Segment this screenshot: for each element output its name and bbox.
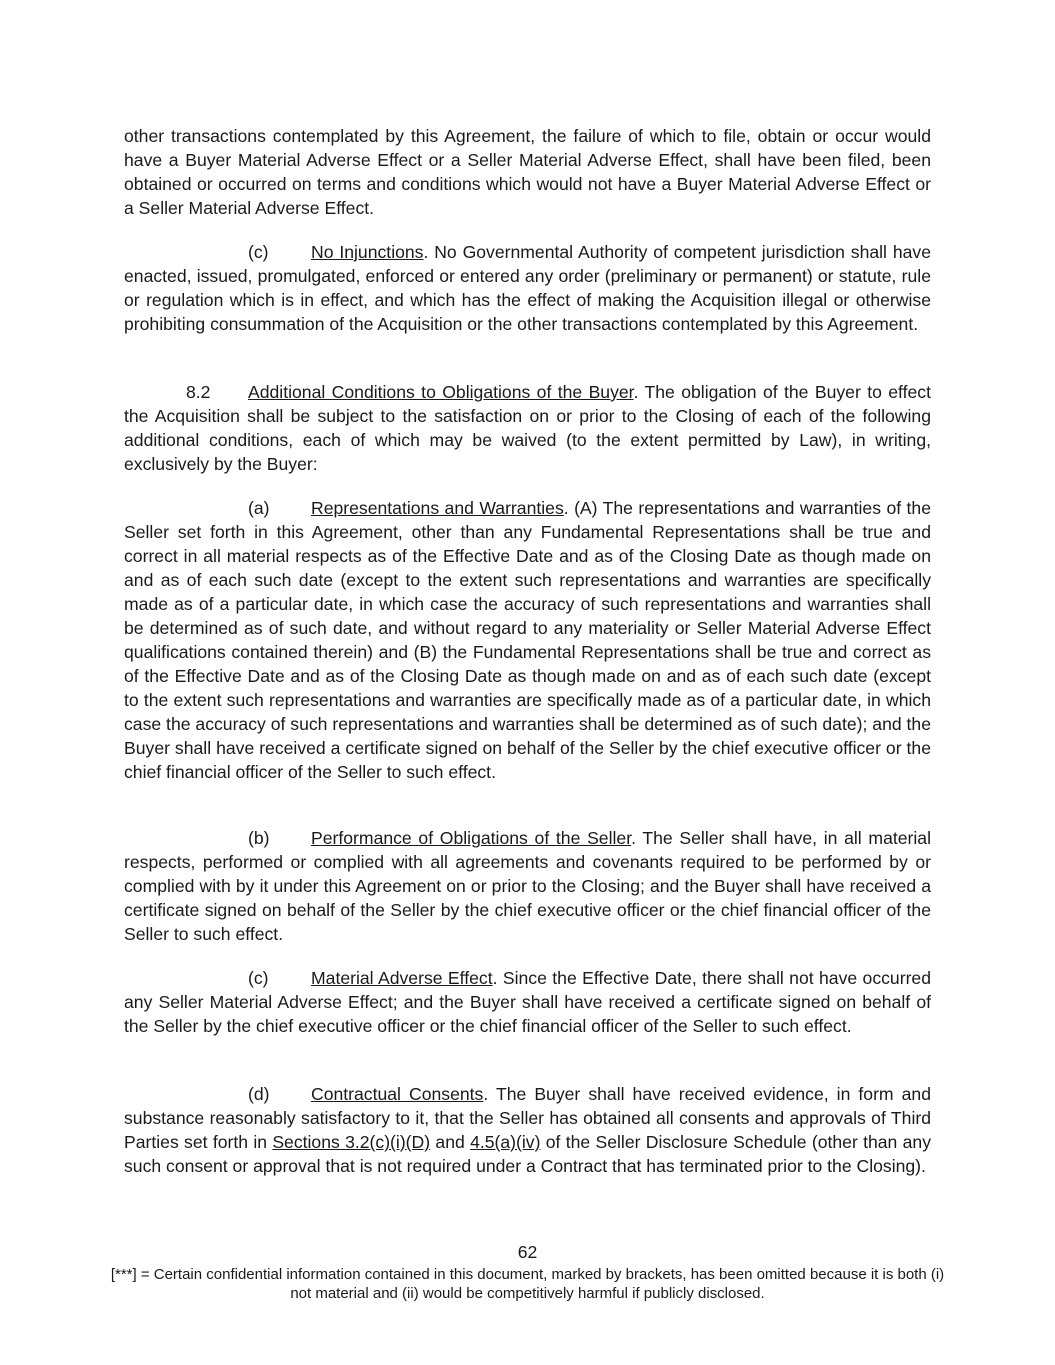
- clause-label: (c): [248, 968, 269, 988]
- clause-text: and: [430, 1132, 471, 1152]
- clause-text: of the Seller Disclosure Schedule (other than any such consent or approval that is not required under a Contract that has terminated prior to the Closing).: [124, 1132, 932, 1176]
- clause-heading: Representations and Warranties: [311, 498, 564, 518]
- section-8-2: [124, 380, 931, 476]
- clause-heading: Performance of Obligations of the Seller: [311, 828, 632, 848]
- page-number: 62: [517, 1242, 538, 1262]
- clause-label: (a): [248, 498, 270, 518]
- clause-text: . The Buyer shall have received evidence, in form and substance reasonably satisfactory to it, that the Seller has obtained all consents and approvals of Third Parties set forth in: [124, 1084, 931, 1152]
- clause-label: (c): [248, 242, 269, 262]
- section-reference-link: Sections 3.2(c)(i)(D): [272, 1132, 431, 1152]
- clause-label: (b): [248, 828, 270, 848]
- clause-d-contractual-consents: [124, 1082, 931, 1178]
- confidentiality-note: [***] = Certain confidential information contained in this document, marked by brackets, has been omitted because it is both (i) not material and (ii) would be competitively harmful if publicly disclosed.: [110, 1266, 945, 1302]
- clause-text: . No Governmental Authority of competent jurisdiction shall have enacted, issued, promulgated, enforced or entered any order (preliminary or permanent) or statute, rule or regulation which is in effect, and which has the effect of making the Acquisition illegal or otherwise prohibiting consummation of the Acquisition or the other transactions contemplated by this Agreement.: [124, 242, 931, 334]
- clause-text: . (A) The representations and warranties of the Seller set forth in this Agreement, other than any Fundamental Representations shall be true and correct in all material respects as of the Effective Date and as of the Closing Date as though made on and as of each such date (except to the extent such representations and warranties are specifically made as of a particular date, in which case the accuracy of such representations and warranties shall be determined as of such date, and without regard to any materiality or Seller Material Adverse Effect qualifications contained therein) and (B) the Fundamental Representations shall be true and correct as of the Effective Date and as of the Closing Date as though made on and as of each such date (except to the extent such representations and warranties are specifically made as of a particular date, in which case the accuracy of such representations and warranties shall be determined as of such date); and the Buyer shall have received a certificate signed on behalf of the Seller by the chief executive officer or the chief financial officer of the Seller to such effect.: [124, 498, 932, 782]
- continuation-paragraph: [124, 124, 931, 220]
- clause-text: . The Seller shall have, in all material respects, performed or complied with all agreements and covenants required to be performed by or complied with by it under this Agreement on or prior to the Closing; and the Buyer shall have received a certificate signed on behalf of the Seller by the chief executive officer or the chief financial officer of the Seller to such effect.: [124, 828, 931, 944]
- section-heading: Additional Conditions to Obligations of the Buyer: [248, 382, 634, 402]
- clause-a-representations: [124, 496, 931, 784]
- clause-heading: No Injunctions: [311, 242, 424, 262]
- clause-label: (d): [248, 1084, 270, 1104]
- clause-heading: Contractual Consents: [311, 1084, 484, 1104]
- clause-text: . Since the Effective Date, there shall not have occurred any Seller Material Adverse Effect; and the Buyer shall have received a certificate signed on behalf of the Seller by the chief executive officer or the chief financial officer of the Seller to such effect.: [124, 968, 931, 1036]
- clause-c-no-injunctions: [124, 240, 931, 336]
- section-reference-link: 4.5(a)(iv): [470, 1132, 541, 1152]
- clause-c-material-adverse-effect: [124, 966, 931, 1038]
- continuation-text: other transactions contemplated by this Agreement, the failure of which to file, obtain or occur would have a Buyer Material Adverse Effect or a Seller Material Adverse Effect, shall have been filed, been obtained or occurred on terms and conditions which would not have a Buyer Material Adverse Effect or a Seller Material Adverse Effect.: [124, 126, 931, 218]
- clause-heading: Material Adverse Effect: [311, 968, 493, 988]
- clause-b-performance: [124, 826, 931, 946]
- section-text: . The obligation of the Buyer to effect the Acquisition shall be subject to the satisfaction on or prior to the Closing of each of the following additional conditions, each of which may be waived (to the extent permitted by Law), in writing, exclusively by the Buyer:: [124, 382, 931, 474]
- section-number: 8.2: [186, 382, 211, 402]
